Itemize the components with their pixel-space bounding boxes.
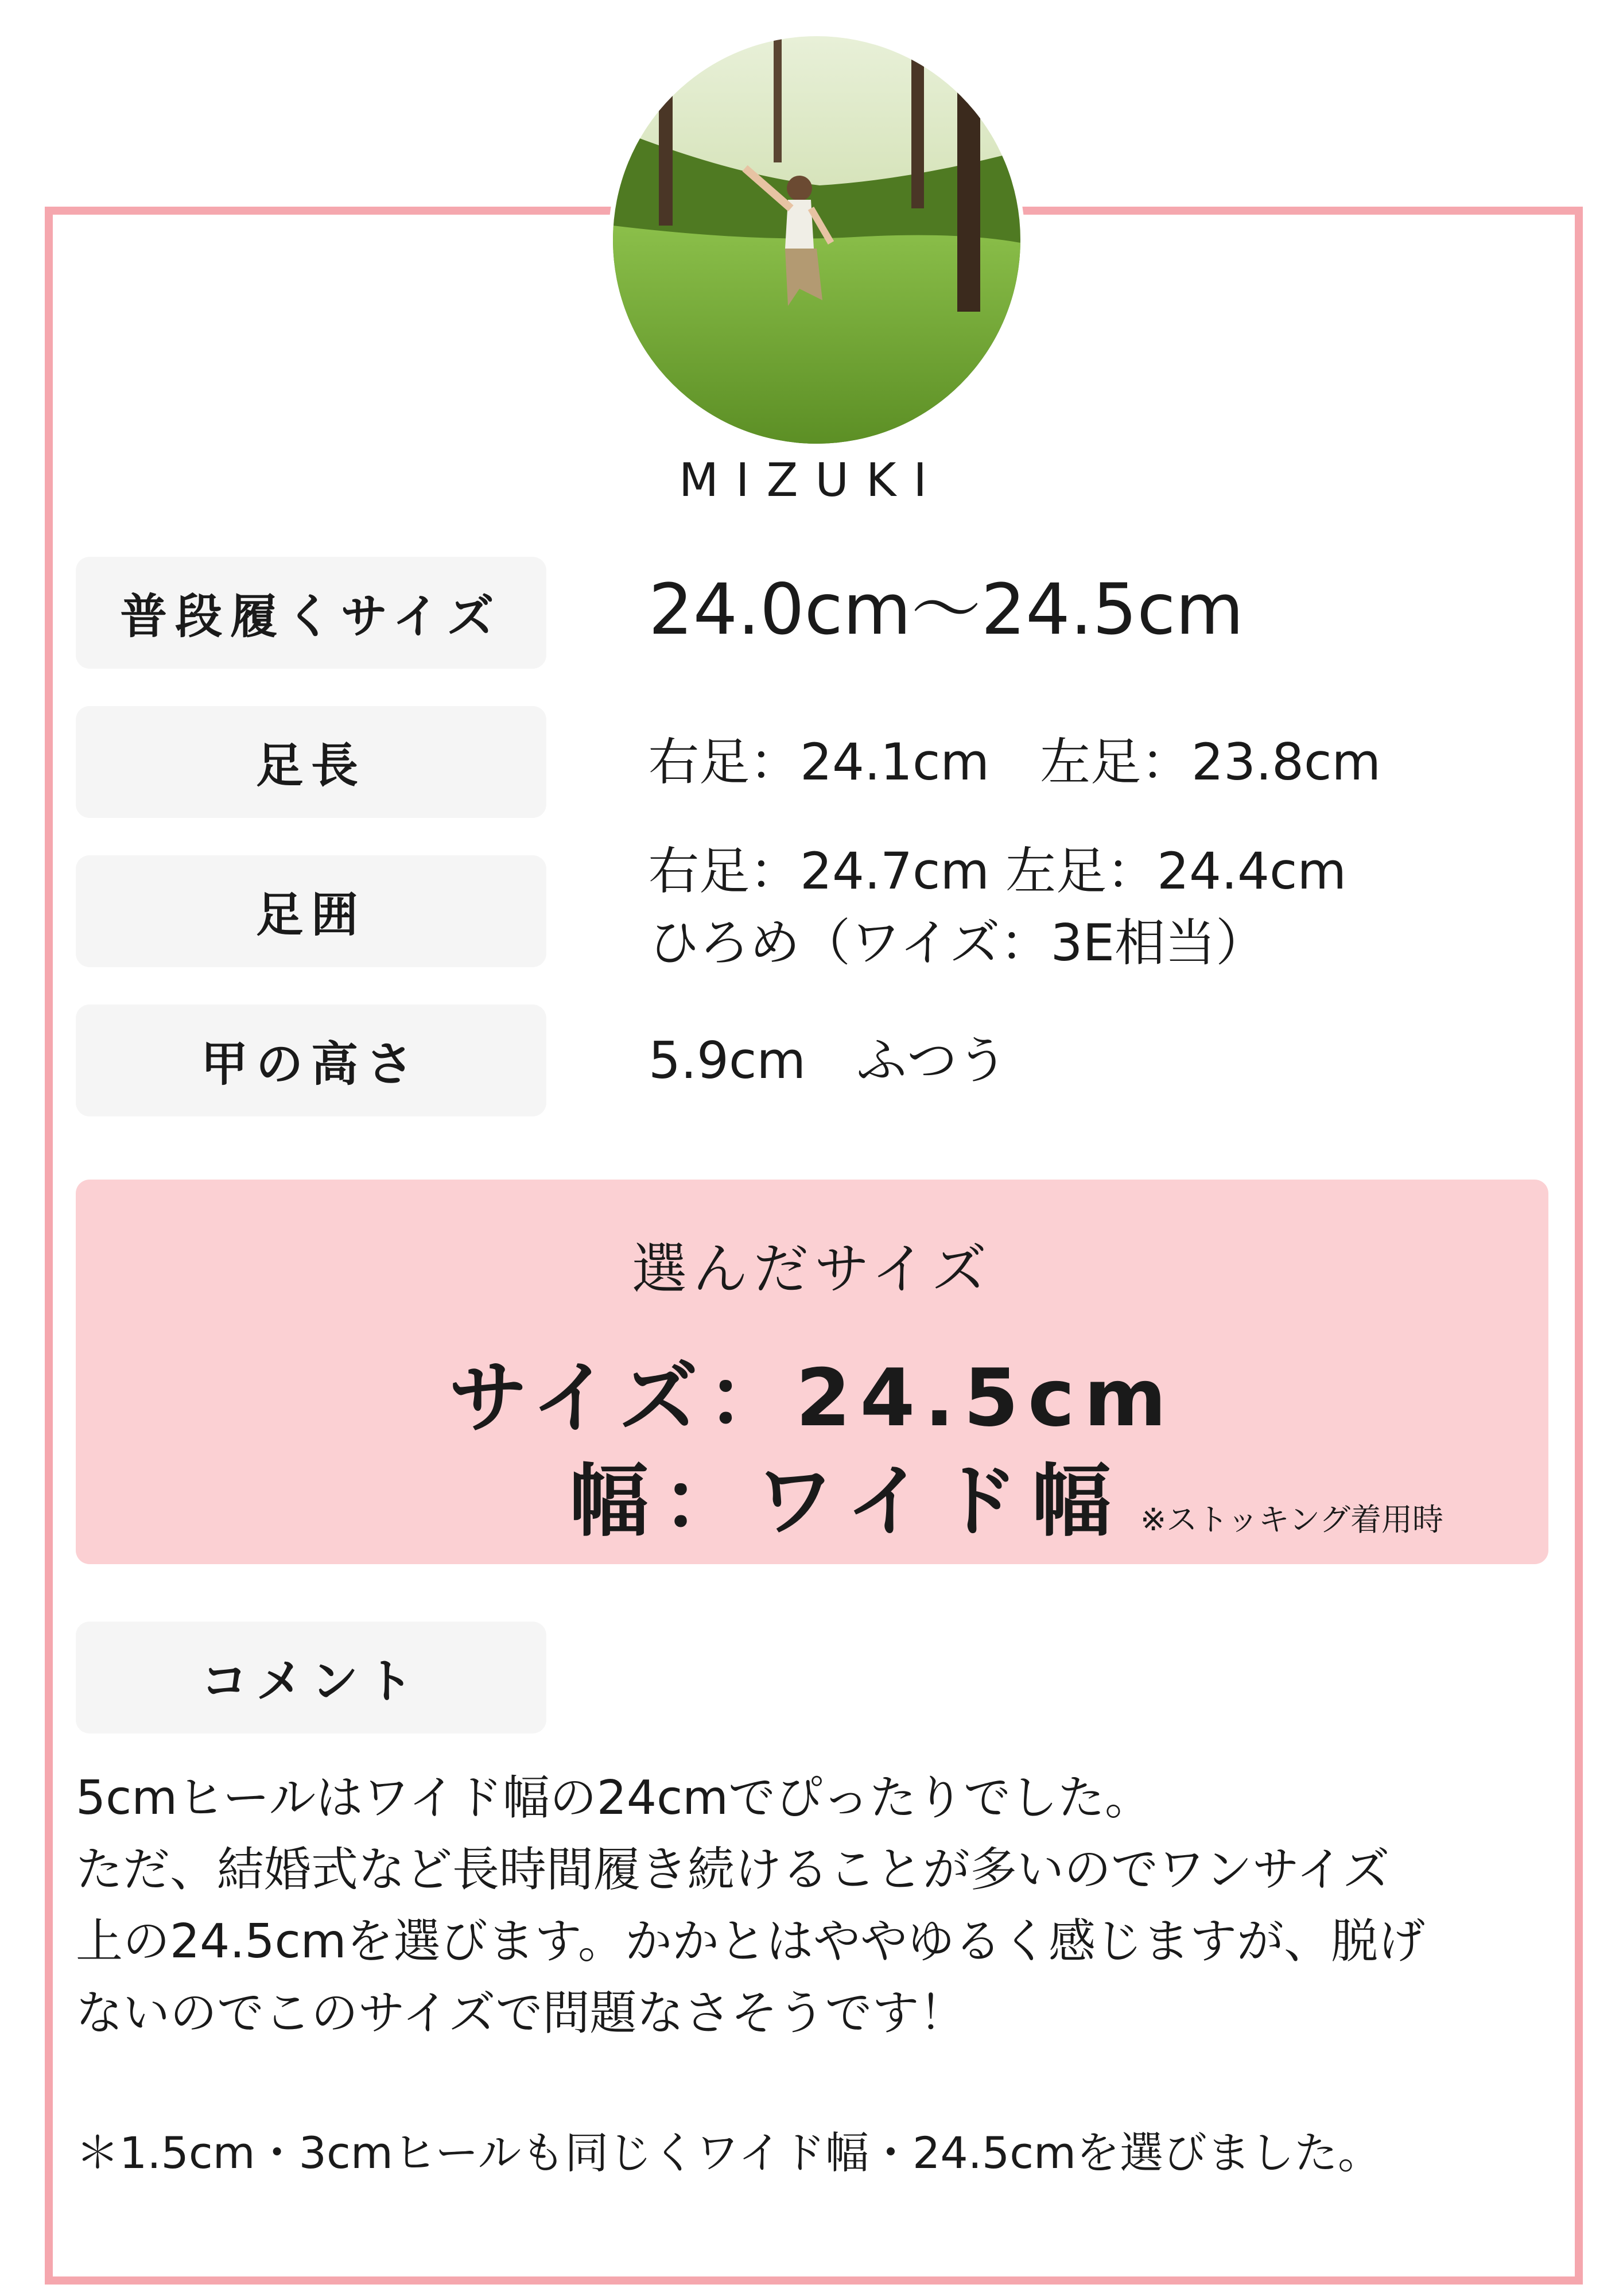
comment-line: 5cmヒールはワイド幅の24cmでぴったりでした。 xyxy=(76,1771,1152,1825)
comment-line: ただ、結婚式など長時間履き続けることが多いのでワンサイズ xyxy=(76,1843,1390,1897)
label-foot-length: 足長 xyxy=(76,706,546,818)
avatar xyxy=(608,32,1025,448)
label-instep-height: 甲の高さ xyxy=(76,1004,546,1116)
value-foot-girth-width: ひろめ（ワイズ：3E相当） xyxy=(649,913,1267,972)
comment-note: ＊1.5cm・3cmヒールも同じくワイド幅・24.5cmを選びました。 xyxy=(76,2127,1382,2178)
comment-line: ないのでこのサイズで問題なさそうです！ xyxy=(76,1986,966,2041)
selected-width-value: 幅：ワイド幅 xyxy=(569,1455,1125,1548)
value-foot-length: 右足：24.1cm 左足：23.8cm xyxy=(649,732,1381,792)
label-foot-girth: 足囲 xyxy=(76,855,546,967)
value-instep-height: 5.9cm ふつう xyxy=(649,1031,1008,1090)
selected-size-value: サイズ：24.5cm xyxy=(448,1352,1176,1444)
selected-size-panel xyxy=(76,1180,1548,1564)
profile-name: MIZUKI xyxy=(678,453,945,507)
comment-body xyxy=(76,1762,1556,2049)
comment-line: 上の24.5cmを選びます。かかとはややゆるく感じますが、脱げ xyxy=(76,1914,1425,1969)
value-usual-size: 24.0cm〜24.5cm xyxy=(649,569,1244,650)
avatar-photo xyxy=(613,36,1020,444)
selected-size-title: 選んだサイズ xyxy=(631,1237,993,1301)
value-foot-girth: 右足：24.7cm 左足：24.4cm xyxy=(649,841,1347,901)
label-comment: コメント xyxy=(76,1622,546,1733)
label-usual-size: 普段履くサイズ xyxy=(76,557,546,669)
selected-size-note: ※ストッキング着用時 xyxy=(1140,1502,1444,1538)
